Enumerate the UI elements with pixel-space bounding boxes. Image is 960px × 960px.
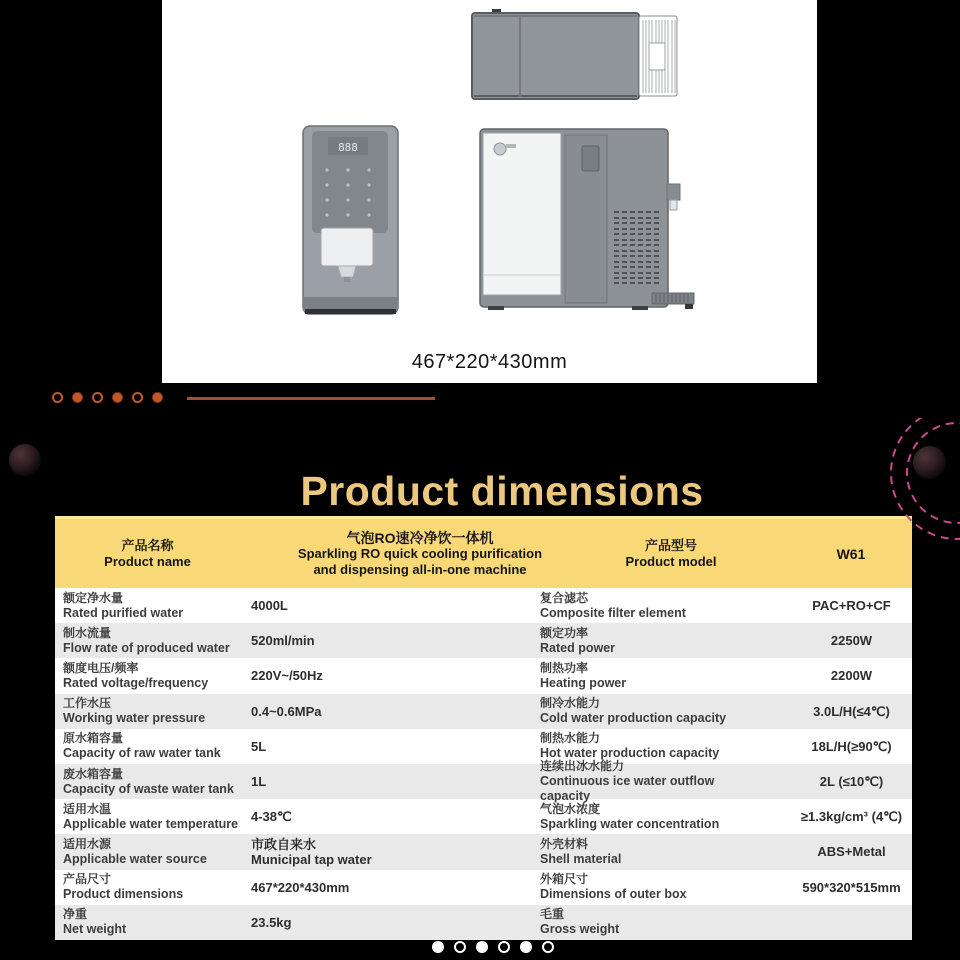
spec-value-right <box>755 799 912 834</box>
spec-value: 0.4~0.6MPa <box>251 703 322 719</box>
decor-sphere-left <box>9 444 41 476</box>
pager-dot-outline <box>498 941 510 953</box>
spec-label-en: Product dimensions <box>63 887 184 902</box>
spec-value-right <box>755 729 912 764</box>
pager-dot-filled <box>476 941 488 953</box>
section-title: Product dimensions <box>300 468 704 514</box>
header-product-model-cn: 产品型号 <box>644 537 697 553</box>
top-view-drawing <box>472 9 677 99</box>
spec-label-cn: 气泡水浓度 <box>540 801 601 816</box>
spec-label-en: Capacity of raw water tank <box>63 746 221 761</box>
spec-label-left <box>55 729 245 764</box>
spec-value: 2200W <box>830 668 873 684</box>
spec-label-en: Capacity of waste water tank <box>63 781 234 796</box>
spec-value: 2250W <box>830 633 873 649</box>
spec-label-cn: 适用水源 <box>63 836 112 851</box>
spec-value: 2L (≤10℃) <box>819 774 884 790</box>
spec-value: 520ml/min <box>251 633 315 649</box>
spec-value-right <box>755 623 912 658</box>
spec-value: 4000L <box>251 598 288 614</box>
spec-value: 590*320*515mm <box>802 879 901 895</box>
spec-label-en: Applicable water temperature <box>63 816 239 831</box>
spec-label-right <box>530 759 755 804</box>
spec-label-cn: 制热水能力 <box>540 731 601 746</box>
spec-label-cn: 适用水温 <box>63 801 112 816</box>
table-row <box>55 729 912 764</box>
header-product-name-cn: 产品名称 <box>121 537 174 553</box>
header-product-model <box>600 538 742 570</box>
spec-label-cn: 额定净水量 <box>63 590 124 605</box>
spec-label-en: Gross weight <box>540 922 620 937</box>
spec-label-cn: 外壳材料 <box>540 836 589 851</box>
pager-dot-filled <box>72 392 83 403</box>
spec-label-cn: 制水流量 <box>63 625 112 640</box>
spec-label-left <box>55 870 245 905</box>
spec-label-right <box>530 799 755 834</box>
spec-value: 4-38℃ <box>251 809 292 825</box>
spec-label-right <box>530 905 755 940</box>
spec-value-right <box>755 694 912 729</box>
spec-table-header <box>55 516 912 588</box>
spec-value: 220V~/50Hz <box>251 668 323 684</box>
spec-label-en: Applicable water source <box>63 851 207 866</box>
spec-value-left <box>245 870 530 905</box>
spec-label-en: Rated voltage/frequency <box>63 675 209 690</box>
spec-label-en: Hot water production capacity <box>540 746 720 761</box>
spec-label-en: Working water pressure <box>63 711 206 726</box>
spec-value: 市政自来水 <box>251 836 317 852</box>
spec-label-en: Cold water production capacity <box>540 711 727 726</box>
pager-dot-filled <box>432 941 444 953</box>
spec-label-en: Continuous ice water outflow capacity <box>540 774 715 804</box>
svg-text:888: 888 <box>338 141 358 154</box>
header-machine-en-line1: Sparkling RO quick cooling purification <box>297 545 543 561</box>
spec-label-left <box>55 799 245 834</box>
spec-value-left <box>245 588 530 623</box>
product-drawings <box>162 0 817 383</box>
pager-dot-outline <box>542 941 554 953</box>
side-view-drawing <box>480 129 694 310</box>
spec-label-left <box>55 905 245 940</box>
spec-label-right <box>530 870 755 905</box>
spec-label-left <box>55 658 245 693</box>
spec-value-left <box>245 799 530 834</box>
spec-label-cn: 连续出冰水能力 <box>540 759 625 774</box>
spec-label-en: Shell material <box>540 851 622 866</box>
spec-label-cn: 废水箱容量 <box>63 766 124 781</box>
spec-value-line2: Municipal tap water <box>251 851 372 867</box>
product-gallery <box>162 0 817 383</box>
decor-sphere-right <box>913 446 946 479</box>
pager-divider-line <box>187 397 435 400</box>
front-view-drawing <box>303 126 398 314</box>
spec-value-right <box>755 905 912 940</box>
spec-value-right <box>755 658 912 693</box>
header-product-name-en: Product name <box>104 553 191 569</box>
dimension-caption: 467*220*430mm <box>411 351 568 373</box>
spec-label-left <box>55 588 245 623</box>
spec-rows <box>55 588 912 940</box>
gallery-pager <box>52 392 163 403</box>
spec-label-cn: 额定功率 <box>540 625 589 640</box>
header-machine-en-line2: and dispensing all-in-one machine <box>313 561 527 577</box>
bottom-pager <box>432 941 554 953</box>
spec-label-cn: 制冷水能力 <box>540 696 601 711</box>
spec-label-cn: 制热功率 <box>540 660 589 675</box>
spec-value-left <box>245 834 530 869</box>
spec-label-right <box>530 694 755 729</box>
header-machine-cn: 气泡RO速冷净饮一体机 <box>346 529 494 546</box>
spec-label-left <box>55 834 245 869</box>
spec-label-right <box>530 588 755 623</box>
header-machine-name <box>240 530 600 578</box>
spec-value-left <box>245 764 530 799</box>
table-row <box>55 870 912 905</box>
spec-value-left <box>245 729 530 764</box>
spec-label-right <box>530 623 755 658</box>
table-row <box>55 694 912 729</box>
pager-dot-filled <box>520 941 532 953</box>
spec-value-right <box>755 588 912 623</box>
spec-label-cn: 产品尺寸 <box>63 872 112 887</box>
spec-label-en: Dimensions of outer box <box>540 887 687 902</box>
spec-value-left <box>245 623 530 658</box>
spec-label-left <box>55 764 245 799</box>
spec-label-right <box>530 834 755 869</box>
spec-label-cn: 复合滤芯 <box>540 590 589 605</box>
spec-label-cn: 额度电压/频率 <box>63 660 139 675</box>
spec-label-en: Rated purified water <box>63 605 184 620</box>
spec-value: 1L <box>251 774 267 790</box>
spec-value: 467*220*430mm <box>251 879 350 895</box>
spec-label-en: Flow rate of produced water <box>63 640 230 655</box>
spec-label-en: Net weight <box>63 922 127 937</box>
spec-value-right <box>755 870 912 905</box>
spec-table <box>55 516 912 940</box>
decor-dashed-arcs <box>852 418 960 553</box>
pager-dot-outline <box>132 392 143 403</box>
spec-value: 3.0L/H(≤4℃) <box>813 703 890 719</box>
table-row <box>55 588 912 623</box>
table-row <box>55 759 912 804</box>
pager-dot-filled <box>112 392 123 403</box>
spec-value: ABS+Metal <box>817 844 886 860</box>
table-row <box>55 905 912 940</box>
pager-dot-filled <box>152 392 163 403</box>
spec-value: 23.5kg <box>251 914 292 930</box>
table-row <box>55 623 912 658</box>
spec-value: ≥1.3kg/cm³ (4℃) <box>800 809 903 825</box>
spec-label-cn: 外箱尺寸 <box>540 872 589 887</box>
header-product-name <box>55 538 240 570</box>
spec-label-cn: 毛重 <box>540 907 565 922</box>
spec-value: 18L/H(≥90℃) <box>811 738 892 754</box>
spec-value-left <box>245 658 530 693</box>
spec-label-cn: 原水箱容量 <box>63 731 124 746</box>
spec-label-en: Sparkling water concentration <box>540 816 720 831</box>
spec-value: PAC+RO+CF <box>812 598 891 614</box>
table-row <box>55 799 912 834</box>
spec-value: 5L <box>251 738 267 754</box>
spec-label-en: Rated power <box>540 640 616 655</box>
spec-label-cn: 净重 <box>63 907 88 922</box>
spec-label-en: Heating power <box>540 675 627 690</box>
table-row <box>55 658 912 693</box>
spec-label-en: Composite filter element <box>540 605 686 620</box>
pager-dot-outline <box>52 392 63 403</box>
header-product-model-en: Product model <box>625 553 717 569</box>
spec-value-right <box>755 834 912 869</box>
header-model-value: W61 <box>836 545 866 562</box>
spec-label-left <box>55 623 245 658</box>
spec-value-right <box>755 764 912 799</box>
pager-dot-outline <box>454 941 466 953</box>
table-row <box>55 834 912 869</box>
spec-value-left <box>245 694 530 729</box>
pager-dot-outline <box>92 392 103 403</box>
spec-value-left <box>245 905 530 940</box>
spec-label-cn: 工作水压 <box>63 696 112 711</box>
spec-label-left <box>55 694 245 729</box>
spec-label-right <box>530 658 755 693</box>
